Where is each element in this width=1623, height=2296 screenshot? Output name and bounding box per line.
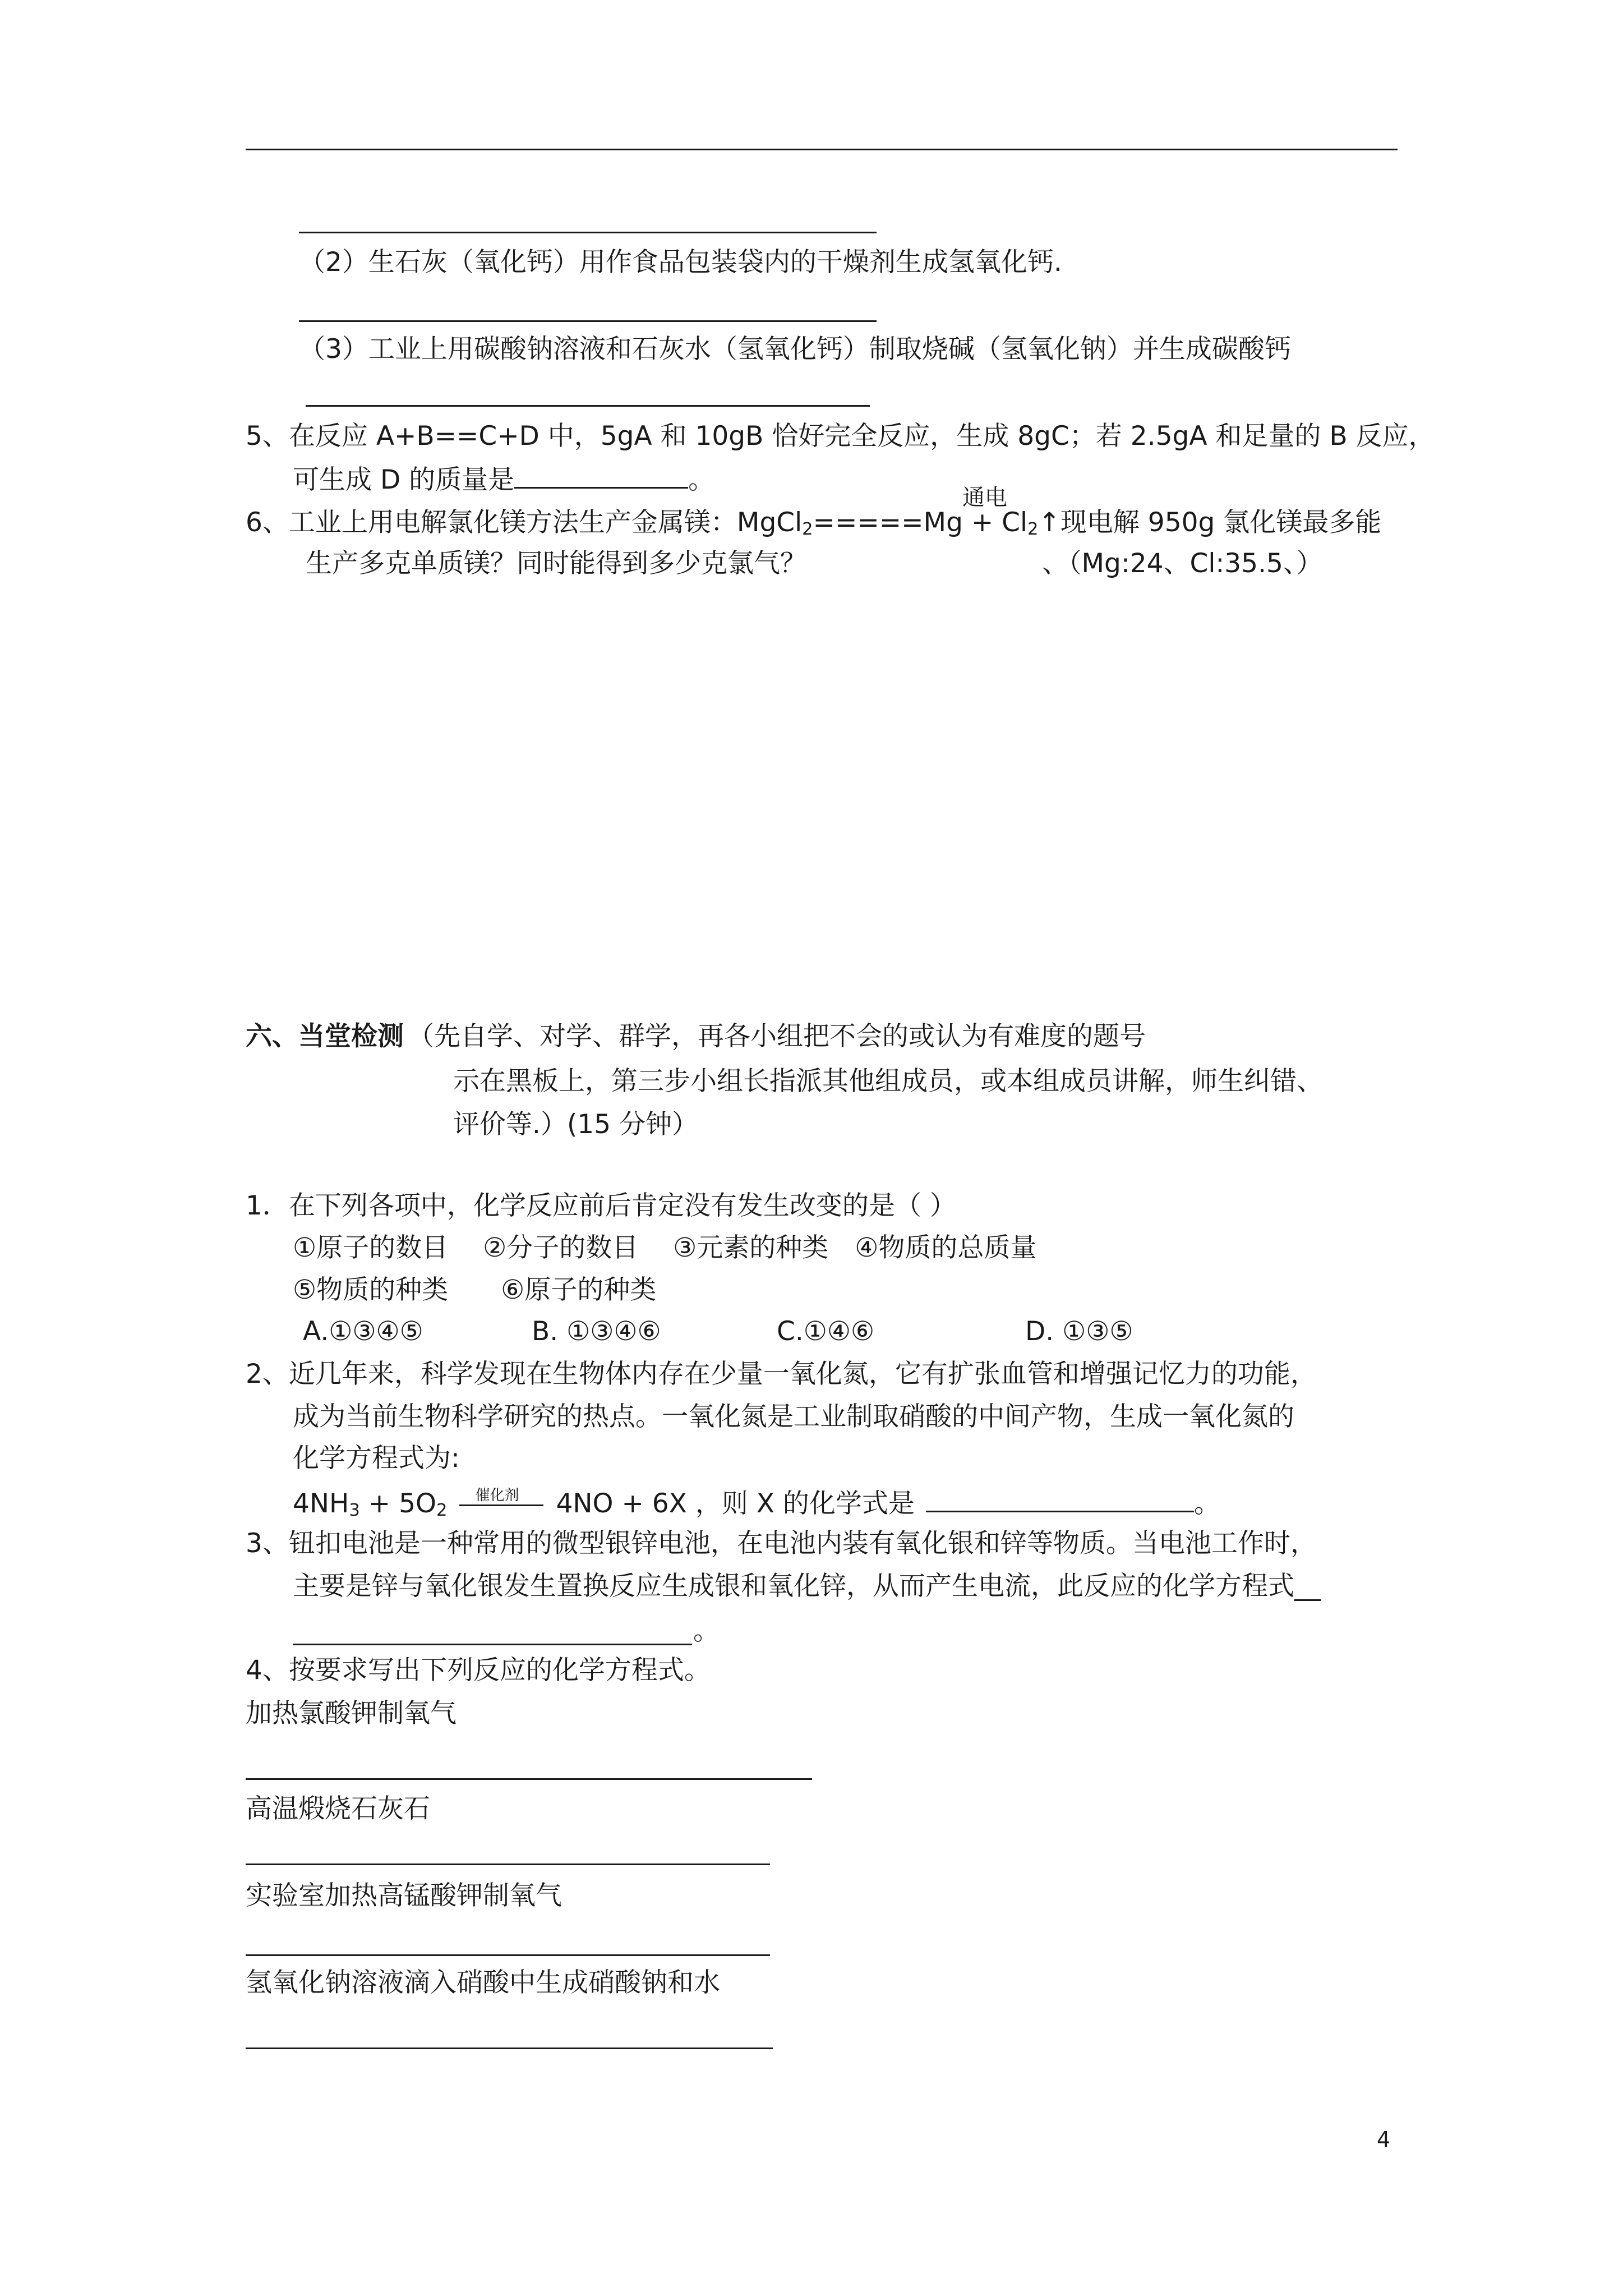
reaction-arrow (459, 1487, 543, 1512)
c1-options: ⑤物质的种类 ⑥原子的种类 (293, 1274, 657, 1305)
eq-term: 4NO + 6X ，则 X 的化学式是 (556, 1488, 915, 1519)
section-title: 六、当堂检测 (246, 1021, 404, 1052)
header-rule (246, 149, 1398, 150)
c4-item: 加热氯酸钾制氧气 (246, 1698, 457, 1729)
answer-line (306, 405, 870, 407)
q6-sub: 2 (802, 519, 813, 540)
answer-blank (926, 1484, 1194, 1512)
answer-blank (514, 460, 688, 489)
arrow-line (459, 1504, 543, 1506)
q5-line2-end: 。 (688, 464, 715, 495)
choice-d: D. ①③⑤ (1025, 1316, 1133, 1347)
q5-line2-text: 可生成 D 的质量是 (293, 464, 515, 495)
answer-line (246, 2047, 773, 2049)
q6-line1-end: ↑现电解 950g 氯化镁最多能 (1038, 507, 1382, 538)
q4-item3: （3）工业上用碳酸钠溶液和石灰水（氢氧化钙）制取烧碱（氢氧化钠）并生成碳酸钙 (299, 334, 1291, 365)
page-number: 4 (1377, 2127, 1391, 2152)
choice-b: B. ①③④⑥ (532, 1316, 661, 1347)
q5-line2 (293, 460, 714, 497)
section-desc: 评价等.）(15 分钟） (453, 1109, 699, 1140)
c1-stem: 1．在下列各项中，化学反应前后肯定没有发生改变的是（ ） (246, 1190, 956, 1221)
q6-line1 (246, 506, 1381, 546)
c2-equation (293, 1484, 1220, 1527)
c4-item: 高温煅烧石灰石 (246, 1793, 430, 1824)
answer-line (246, 1954, 770, 1956)
eq-sub: 3 (349, 1501, 360, 1521)
answer-line (299, 320, 877, 322)
eq-term: + 5O (359, 1488, 437, 1519)
c2-line: 2、近几年来，科学发现在生物体内存在少量一氧化氮，它有扩张血管和增强记忆力的功能， (246, 1359, 1317, 1389)
answer-line (246, 1778, 812, 1780)
eq-end: 。 (1193, 1488, 1220, 1519)
c4-item: 实验室加热高锰酸钾制氧气 (246, 1880, 562, 1911)
section-desc: （先自学、对学、群学，再各小组把不会的或认为有难度的题号 (408, 1021, 1146, 1052)
eq-term: 4NH (293, 1488, 349, 1519)
c4-item: 氢氧化钠溶液滴入硝酸中生成硝酸钠和水 (246, 1967, 720, 1998)
choice-c: C.①④⑥ (777, 1316, 875, 1347)
c3-line: 3、钮扣电池是一种常用的微型银锌电池，在电池内装有氧化银和锌等物质。当电池工作时， (246, 1528, 1317, 1559)
answer-line (246, 1864, 770, 1865)
q6-line1-text: 6、工业上用电解氯化镁方法生产金属镁：MgCl (246, 507, 803, 538)
answer-line (299, 232, 877, 233)
c1-options: ①原子的数目 ②分子的数目 ③元素的种类 ④物质的总质量 (293, 1232, 1037, 1263)
answer-line (293, 1644, 692, 1645)
q6-sub: 2 (1027, 519, 1039, 540)
eq-sub: 2 (436, 1501, 448, 1521)
q6-eq-mid: =====Mg + Cl (813, 507, 1028, 538)
c3-line: 主要是锌与氧化银发生置换反应生成银和氧化锌，从而产生电流，此反应的化学方程式__ (293, 1571, 1321, 1602)
c2-line: 化学方程式为: (293, 1443, 460, 1474)
section-desc: 示在黑板上，第三步小组长指派其他组成员，或本组成员讲解，师生纠错、 (453, 1066, 1323, 1097)
catalyst-label: 催化剂 (475, 1487, 519, 1504)
q6-line2: 生产多克单质镁？同时能得到多少克氯气？ (306, 548, 806, 579)
choice-a: A.①③④⑤ (303, 1316, 423, 1347)
c2-line: 成为当前生物科学研究的热点。一氧化氮是工业制取硝酸的中间产物，生成一氧化氮的 (293, 1401, 1294, 1432)
q6-condition: 通电 (962, 485, 1007, 510)
q4-item2: （2）生石灰（氧化钙）用作食品包装袋内的干燥剂生成氢氧化钙. (299, 247, 1062, 278)
c4-stem: 4、按要求写出下列反应的化学方程式。 (246, 1655, 711, 1686)
c3-end: 。 (693, 1616, 720, 1646)
q6-line2-right: 、（Mg:24、Cl:35.5、） (1042, 548, 1323, 579)
q5-line1: 5、在反应 A+B==C+D 中，5gA 和 10gB 恰好完全反应，生成 8gC；若 2.5gA 和足量的 B 反应， (246, 421, 1435, 452)
